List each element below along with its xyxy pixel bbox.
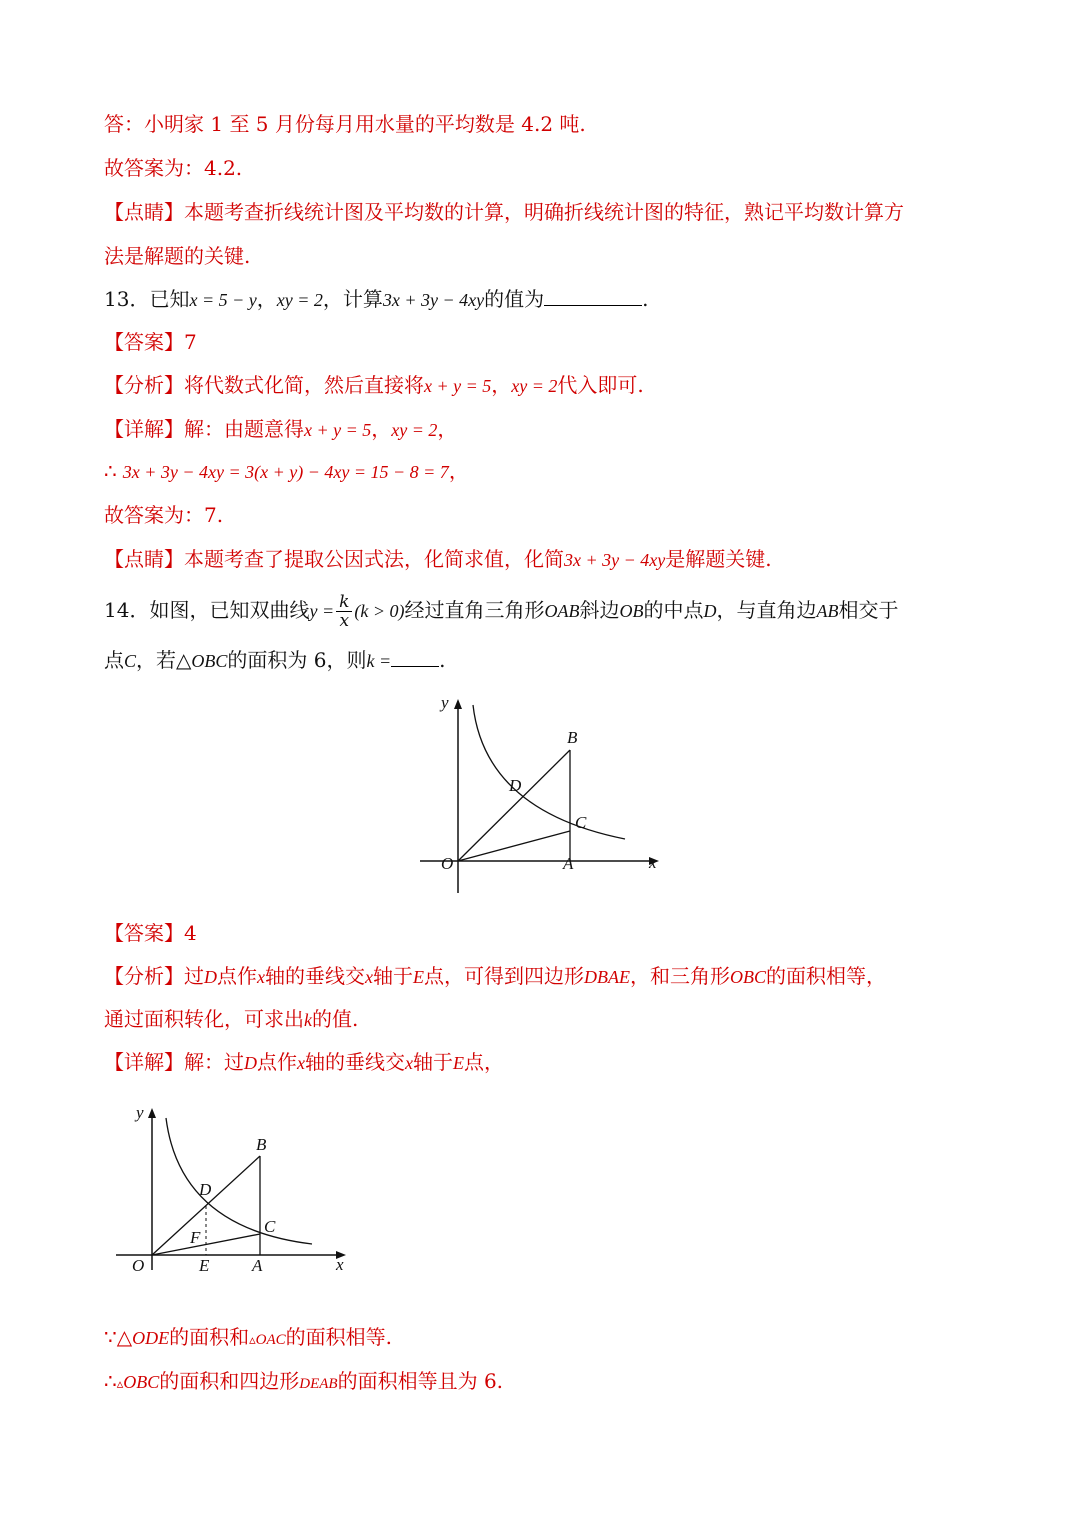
therefore-text: 的面积相等且为 6. [337, 1369, 504, 1393]
label-o: O [132, 1256, 145, 1275]
prev-answer-line: 答：小明家 1 至 5 月份每月用水量的平均数是 4.2 吨. [104, 112, 586, 136]
frac-denominator: x [339, 611, 350, 631]
dianjing-tag: 【点睛】 [104, 200, 184, 224]
q14-condition: (k > 0) [354, 601, 405, 621]
because-symbol: ∵△ [104, 1325, 133, 1349]
calc-math: 3x + 3y − 4xy = 3(x + y) − 4xy = 15 − 8 = 7 [122, 462, 449, 482]
q14-because [104, 1322, 392, 1356]
q14-math: OAB [544, 601, 580, 621]
analysis-text: 轴于 [373, 964, 413, 988]
q14-text: ，与直角边 [716, 598, 817, 622]
answer-tag: 【答案】 [104, 330, 184, 354]
q13-mid: ，计算 [322, 287, 383, 311]
q14-text: 斜边 [579, 598, 620, 622]
analysis-text: 的值. [312, 1007, 359, 1031]
analysis-text: ，和三角形 [629, 964, 730, 988]
q14-analysis-line-2 [104, 1004, 358, 1035]
because-text: 的面积和 [169, 1325, 250, 1349]
analysis-math: OBC [729, 967, 766, 987]
because-math: OAC [255, 1332, 286, 1348]
q13-dianjing [104, 544, 772, 575]
calc-end: ， [448, 459, 469, 483]
q14-figure-1 [415, 693, 665, 898]
q14-statement-line-2 [104, 645, 446, 676]
detail-text: 解：由题意得 [184, 417, 304, 441]
label-y: y [136, 1103, 144, 1122]
answer-value: 7 [184, 330, 197, 354]
analysis-math: DBAE [584, 967, 630, 987]
q14-y-eq: y = [309, 601, 335, 621]
detail-text: 解：过 [184, 1050, 244, 1074]
q14-text: 点 [104, 648, 124, 672]
q13-answer [104, 327, 197, 357]
q14-detail [104, 1047, 504, 1078]
q13-number: 13．已知 [104, 287, 190, 311]
q13-sep: ， [256, 287, 277, 311]
analysis-text: 过 [184, 964, 204, 988]
triangle-icon: ▵ [116, 1377, 124, 1392]
analysis-text: 将代数式化简，然后直接将 [184, 373, 424, 397]
analysis-text: 点作 [217, 964, 257, 988]
q13-answer-blank [544, 285, 642, 306]
q14-statement-line-1 [104, 590, 899, 631]
label-y: y [441, 693, 449, 712]
dianjing-text: 本题考查了提取公因式法，化简求值，化简 [184, 547, 564, 571]
detail-text: ， [437, 417, 458, 441]
detail-math: x [405, 1053, 413, 1073]
q14-text: 的面积为 6，则 [227, 648, 367, 672]
q13-cond1: x = 5 − y [189, 290, 257, 310]
q13-end: . [642, 287, 649, 311]
dianjing-text: 本题考查折线统计图及平均数的计算，明确折线统计图的特征，熟记平均数计算方 [184, 200, 904, 224]
q14-text: 的中点 [643, 598, 704, 622]
therefore-math: DEAB [299, 1376, 338, 1392]
frac-numerator: k [336, 593, 352, 612]
analysis-math: x [257, 967, 265, 987]
answer-value: 4 [184, 921, 197, 945]
therefore-text: 的面积和四边形 [159, 1369, 300, 1393]
analysis-text: 的面积相等， [765, 964, 886, 988]
q14-answer-blank [391, 646, 439, 667]
q13-tail: 的值为 [484, 287, 545, 311]
q13-expr: 3x + 3y − 4xy [382, 290, 485, 310]
detail-sep: ， [371, 417, 392, 441]
label-x: x [336, 1255, 344, 1274]
label-a: A [563, 854, 574, 873]
detail-text: 点作 [257, 1050, 297, 1074]
y-axis-arrow-icon [454, 699, 462, 709]
q13-statement [104, 284, 648, 315]
q14-figure-2 [112, 1100, 357, 1280]
detail-text: 轴于 [413, 1050, 453, 1074]
q14-math: OBC [191, 651, 228, 671]
q13-final-answer: 故答案为：7. [104, 503, 224, 527]
q14-number: 14．如图，已知双曲线 [104, 598, 310, 622]
label-o: O [441, 854, 454, 873]
analysis-text: 通过面积转化，可求出 [104, 1007, 304, 1031]
analysis-math: x + y = 5 [424, 376, 492, 396]
dianjing-text: 是解题关键. [665, 547, 772, 571]
therefore-symbol: ∴ [104, 459, 117, 483]
because-math: ODE [132, 1328, 170, 1348]
q14-fraction [336, 593, 352, 630]
q14-text: ，若△ [136, 648, 192, 672]
dianjing-math: 3x + 3y − 4xy [564, 550, 666, 570]
q14-math: k = [366, 651, 392, 671]
hyperbola-curve [473, 705, 625, 839]
detail-tag: 【详解】 [104, 417, 184, 441]
label-b: B [567, 728, 578, 747]
label-f: F [190, 1228, 201, 1247]
analysis-sep: ， [491, 373, 512, 397]
analysis-text: 轴的垂线交 [265, 964, 365, 988]
segment-ob [458, 750, 570, 861]
dianjing-tag: 【点睛】 [104, 547, 184, 571]
detail-text: 点， [464, 1050, 504, 1074]
therefore-math: OBC [123, 1372, 160, 1392]
because-text: 的面积相等. [285, 1325, 392, 1349]
analysis-math: D [204, 967, 217, 987]
label-d: D [199, 1180, 212, 1199]
analysis-math: x [365, 967, 373, 987]
q14-math: OB [619, 601, 644, 621]
therefore-symbol: ∴ [104, 1369, 117, 1393]
segment-ob [152, 1156, 260, 1255]
q14-therefore [104, 1366, 503, 1400]
q13-detail [104, 414, 457, 445]
label-d: D [509, 776, 522, 795]
hyperbola-curve [166, 1118, 312, 1244]
detail-math: x [297, 1053, 305, 1073]
label-c: C [264, 1217, 276, 1236]
q14-text: . [439, 648, 446, 672]
q14-analysis-line-1 [104, 961, 886, 992]
analysis-text: 点，可得到四边形 [424, 964, 584, 988]
q14-text: 经过直角三角形 [404, 598, 545, 622]
analysis-tag: 【分析】 [104, 373, 184, 397]
q14-math: AB [816, 601, 839, 621]
detail-math: x + y = 5 [304, 420, 372, 440]
q14-text: 相交于 [838, 598, 899, 622]
q14-math: D [703, 601, 717, 621]
answer-tag: 【答案】 [104, 921, 184, 945]
detail-tag: 【详解】 [104, 1050, 184, 1074]
prev-dianjing-line-1 [104, 197, 904, 227]
analysis-math: k [304, 1010, 312, 1030]
analysis-tag: 【分析】 [104, 964, 184, 988]
label-a: A [252, 1256, 263, 1275]
detail-math: xy = 2 [391, 420, 438, 440]
label-c: C [575, 813, 587, 832]
y-axis-arrow-icon [148, 1108, 156, 1118]
q13-calc [104, 456, 469, 487]
label-x: x [649, 853, 657, 872]
analysis-math: xy = 2 [511, 376, 558, 396]
segment-oc [458, 831, 570, 861]
prev-dianjing-line-2: 法是解题的关键. [104, 244, 251, 268]
q13-analysis [104, 370, 644, 401]
analysis-text: 代入即可. [557, 373, 644, 397]
label-e: E [199, 1256, 210, 1275]
detail-math: E [453, 1053, 464, 1073]
q13-cond2: xy = 2 [276, 290, 323, 310]
prev-final-answer: 故答案为：4.2. [104, 156, 243, 180]
detail-math: D [244, 1053, 257, 1073]
q14-math: C [124, 651, 137, 671]
q14-answer [104, 918, 197, 948]
analysis-math: E [413, 967, 424, 987]
detail-text: 轴的垂线交 [305, 1050, 405, 1074]
label-b: B [256, 1135, 267, 1154]
triangle-icon: ▵ [249, 1333, 256, 1348]
